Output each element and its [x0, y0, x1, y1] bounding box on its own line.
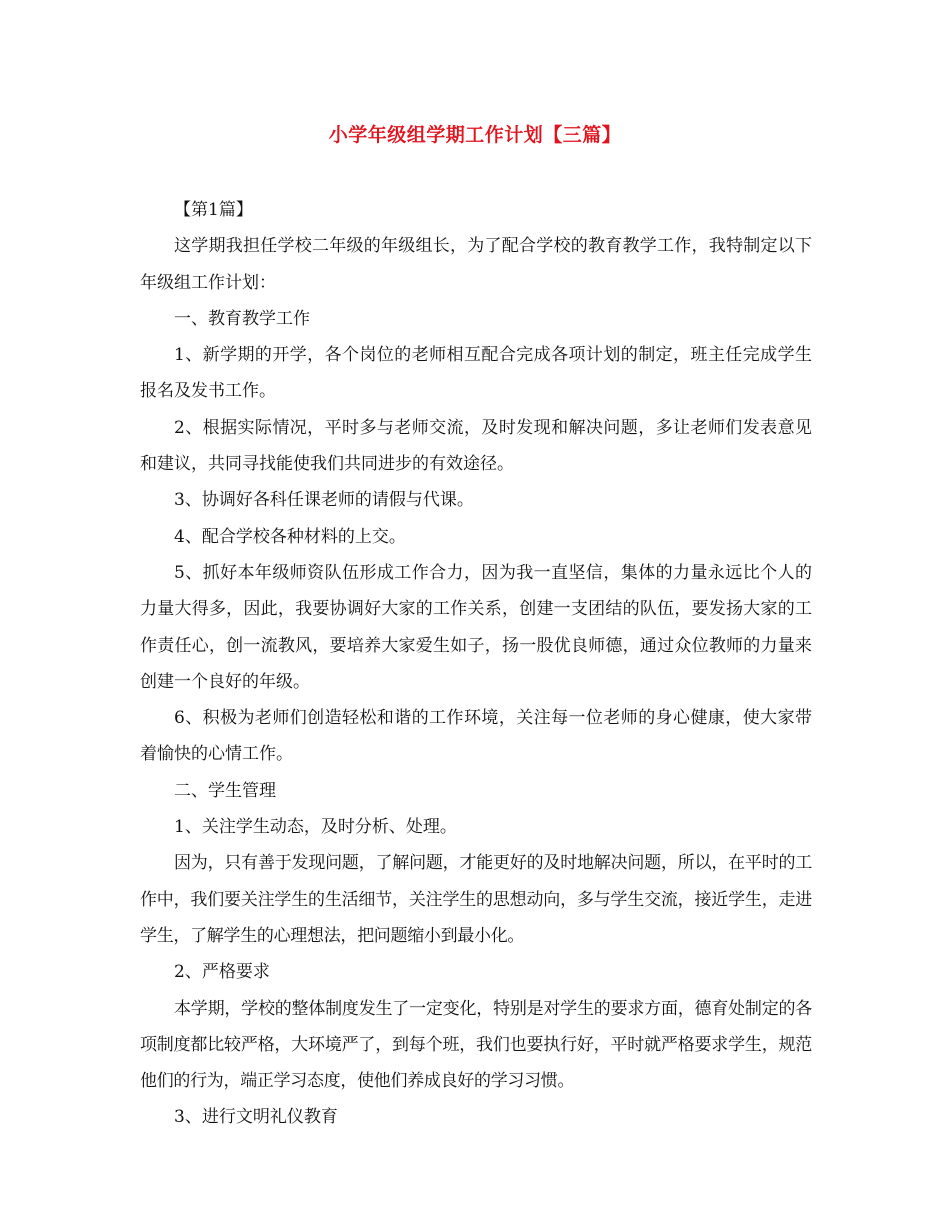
student-item-1: 1、关注学生动态，及时分析、处理。: [174, 817, 457, 838]
section-heading-teaching: 一、教育教学工作: [174, 308, 310, 329]
intro-paragraph: 这学期我担任学校二年级的年级组长，为了配合学校的教育教学工作，我特制定以下年级组工作计划：: [140, 236, 812, 293]
student-item-1-detail: 因为，只有善于发现问题，了解问题，才能更好的及时地解决问题，所以，在平时的工作中，我们要关注学生的生活细节，关注学生的思想动向，多与学生交流，接近学生，走进学生，了解学生的心理想法，把问题缩小到最小化。: [140, 853, 812, 946]
teaching-item-1: 1、新学期的开学，各个岗位的老师相互配合完成各项计划的制定，班主任完成学生报名及发书工作。: [140, 345, 812, 402]
document-title: 小学年级组学期工作计划【三篇】: [328, 124, 622, 146]
student-item-3: 3、进行文明礼仪教育: [174, 1107, 338, 1128]
teaching-item-4: 4、配合学校各种材料的上交。: [174, 526, 406, 547]
section-heading-part-1: 【第1篇】: [174, 200, 253, 220]
section-heading-student-management: 二、学生管理: [174, 780, 276, 801]
teaching-item-5: 5、抓好本年级师资队伍形成工作合力，因为我一直坚信，集体的力量永远比个人的力量大得多，因此，我要协调好大家的工作关系，创建一支团结的队伍，要发扬大家的工作责任心，创一流教风，要培养大家爱生如子，扬一股优良师德，通过众位教师的力量来创建一个良好的年级。: [140, 562, 812, 692]
teaching-item-3: 3、协调好各科任课老师的请假与代课。: [174, 490, 474, 511]
teaching-item-6: 6、积极为老师们创造轻松和谐的工作环境，关注每一位老师的身心健康，使大家带着愉快的心情工作。: [140, 708, 812, 765]
student-item-2-detail: 本学期，学校的整体制度发生了一定变化，特别是对学生的要求方面，德育处制定的各项制度都比较严格，大环境严了，到每个班，我们也要执行好，平时就严格要求学生，规范他们的行为，端正学习态度，使他们养成良好的学习习惯。: [140, 998, 812, 1092]
student-item-2: 2、严格要求: [174, 962, 270, 983]
document-body: [140, 192, 812, 1136]
teaching-item-2: 2、根据实际情况，平时多与老师交流，及时发现和解决问题，多让老师们发表意见和建议，共同寻找能使我们共同进步的有效途径。: [140, 417, 812, 475]
